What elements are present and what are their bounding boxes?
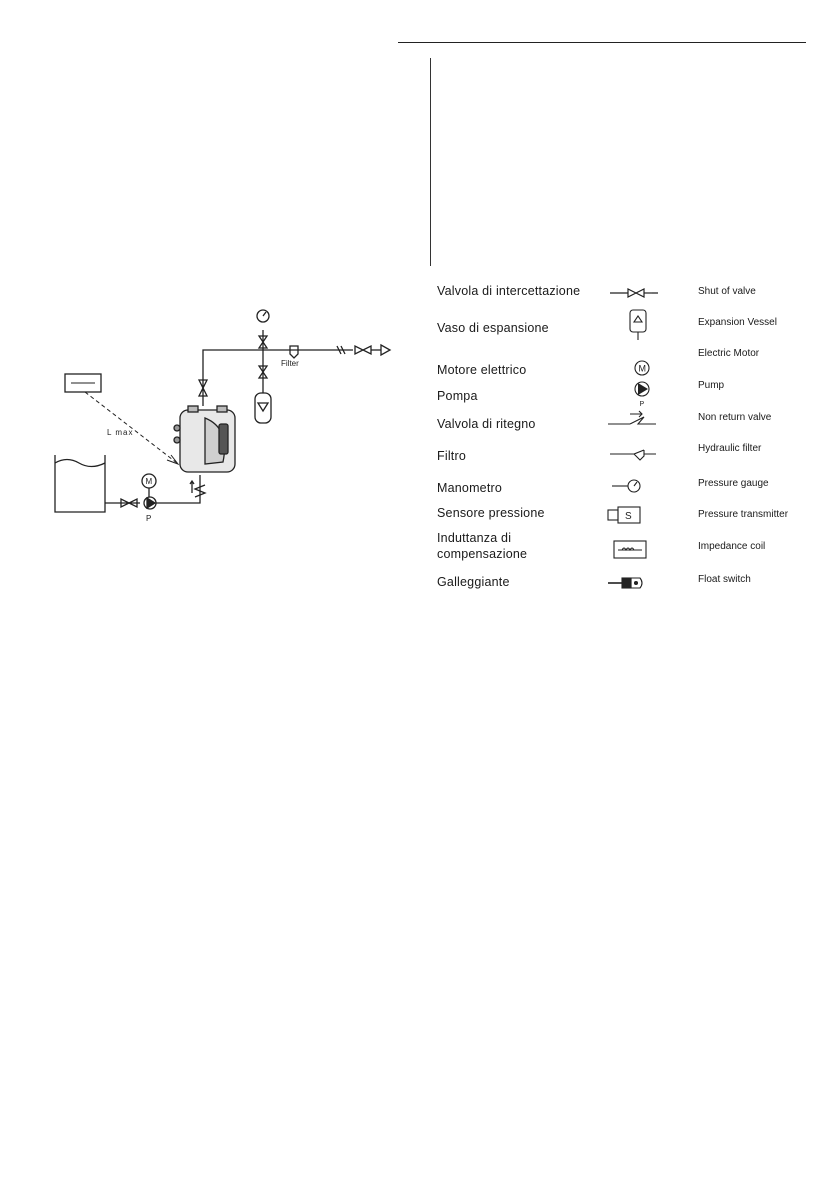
outlet-pipe	[203, 350, 353, 406]
legend-it-label: Motore elettrico	[437, 363, 527, 377]
cable-length-label: L max	[107, 428, 134, 437]
check-valve	[195, 485, 205, 497]
legend-en-label: Non return valve	[698, 412, 772, 423]
impedance-coil-icon	[600, 538, 660, 562]
legend-it-label: Valvola di intercettazione	[437, 284, 581, 298]
shutoff-valve-icon	[600, 283, 660, 303]
pump-icon	[600, 380, 660, 410]
legend-it-label: Pompa	[437, 389, 478, 403]
sensor-symbol-text: S	[625, 511, 632, 522]
pump-symbol-text: P	[639, 401, 645, 408]
motor-symbol-text: M	[638, 363, 646, 374]
installation-diagram	[45, 300, 395, 530]
column-divider	[430, 58, 431, 266]
expansion-vessel-icon	[600, 308, 660, 346]
legend-en-label: Pressure gauge	[698, 478, 769, 489]
legend-en-label: Pump	[698, 380, 725, 391]
legend-it-label: Sensore pressione	[437, 506, 545, 520]
legend-en-label: Expansion Vessel	[698, 317, 777, 328]
legend-en-label: Pressure transmitter	[698, 509, 789, 520]
filter-label: Filter	[281, 359, 299, 368]
hydraulic-filter-icon	[600, 444, 660, 466]
legend-it-label: Galleggiante	[437, 575, 510, 589]
non-return-valve-icon	[600, 410, 660, 432]
header-rule	[398, 42, 806, 43]
legend-it-label: Induttanza di compensazione	[437, 531, 528, 561]
motor-label: M	[145, 477, 153, 486]
pump-label: P	[146, 514, 152, 523]
pressure-transmitter-icon	[600, 503, 660, 527]
filter	[290, 346, 298, 358]
legend-it-label: Vaso di espansione	[437, 321, 549, 335]
water-surface	[55, 460, 105, 467]
expansion-vessel	[255, 393, 271, 423]
float-switch-icon	[600, 572, 660, 594]
electric-motor-icon	[600, 357, 660, 381]
legend-it-label: Valvola di ritegno	[437, 417, 536, 431]
pressure-gauge	[257, 310, 269, 322]
legend-en-label: Impedance coil	[698, 541, 766, 552]
legend-en-label: Hydraulic filter	[698, 443, 762, 454]
legend-it-label: Manometro	[437, 481, 503, 495]
legend-it-label: Filtro	[437, 449, 466, 463]
legend-en-label: Electric Motor	[698, 348, 760, 359]
legend-en-label: Shut of valve	[698, 286, 756, 297]
pressure-gauge-icon	[600, 476, 660, 498]
legend-en-label: Float switch	[698, 574, 751, 585]
